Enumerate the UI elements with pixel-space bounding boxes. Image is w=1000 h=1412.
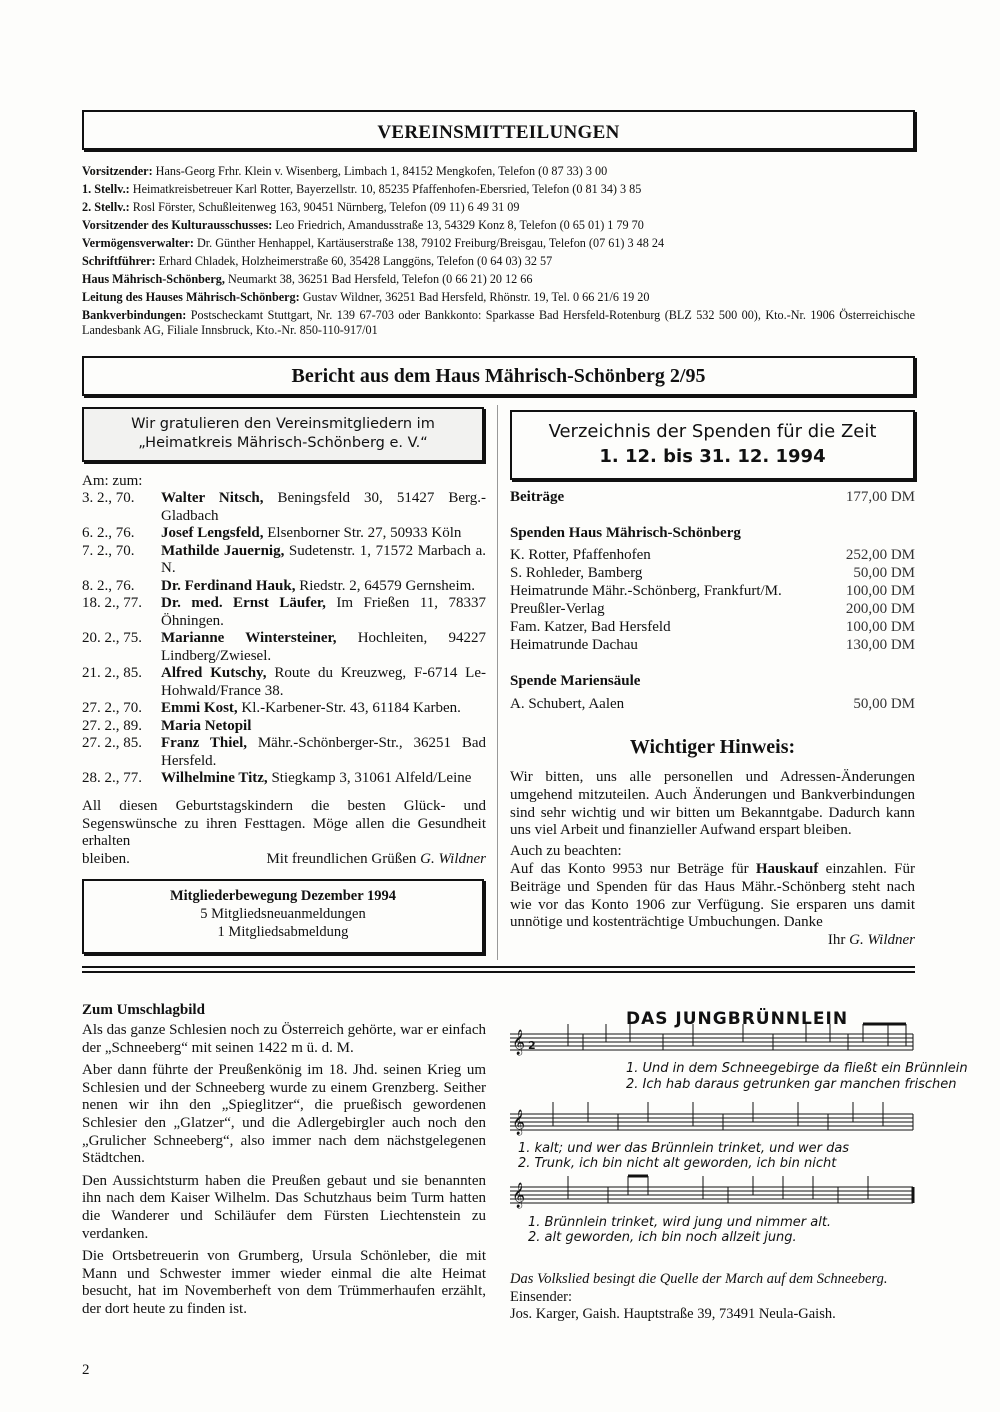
- sender-label: Einsender:: [510, 1288, 573, 1305]
- sender: Jos. Karger, Gaish. Hauptstraße 39, 73491 Neula-Gaish.: [510, 1306, 836, 1322]
- info-line-bank: Bankverbindungen: Postscheckamt Stuttgart, Nr. 139 67-703 oder Bankkonto: Sparkasse Bad Hersfeld-Rotenburg (BLZ 532 500 00), Kto.-Nr. 1906 Österreichische Landesbank AG, Filiale Innsbruck, Kto.-Nr. 850-110-917/01: [82, 308, 915, 337]
- song-title: DAS JUNGBRÜNNLEIN: [626, 1009, 849, 1029]
- list-item: 28. 2., 77. Wilhelmine Titz, Stiegkamp 3, 31061 Alfeld/Leine: [82, 770, 472, 786]
- staff: [510, 1102, 913, 1130]
- birthday-list: [82, 490, 486, 788]
- bericht-title: Bericht aus dem Haus Mährisch-Schönberg 2/95: [291, 364, 706, 387]
- birthday-closing: [82, 798, 486, 868]
- spenden-title-line1: Verzeichnis der Spenden für die Zeit: [548, 421, 877, 442]
- info-line-culture: Vorsitzender des Kulturausschusses: Leo Friedrich, Amandusstraße 13, 54329 Konz 8, Telefon (0 65 01) 1 79 70: [82, 218, 644, 232]
- treble-clef-icon: 𝄞: [512, 1030, 526, 1055]
- spenden-section2-list: [510, 695, 915, 713]
- hinweis-text: [510, 769, 915, 950]
- umschlag-text: [82, 1022, 486, 1324]
- list-item: 6. 2., 76. Josef Lengsfeld, Elsenborner Str. 27, 50933 Köln: [82, 525, 462, 541]
- table-row: A. Schubert, Aalen 50,00 DM: [510, 696, 915, 712]
- song-caption-block: [510, 1271, 915, 1324]
- verse-line: 2. alt geworden, ich bin noch allzeit jung.: [528, 1230, 797, 1245]
- am-zum-label: Am: zum:: [82, 473, 143, 489]
- verse-line: 2. Ich hab daraus getrunken gar manchen frischen: [626, 1077, 957, 1092]
- umschlag-p4: Die Ortsbetreuerin von Grumberg, Ursula Schönleber, die mit Mann und Schwester immer wieder einmal die alte Heimat besucht, hat im Novemberheft von dem Trümmerhaufen erzählt, der dort heute zu finden ist.: [82, 1248, 486, 1317]
- column-divider: [497, 405, 498, 960]
- list-item: 3. 2., 70. Walter Nitsch, Beningsfeld 30, 51427 Berg.-Gladbach: [82, 490, 486, 524]
- umschlag-title: Zum Umschlagbild: [82, 1002, 205, 1018]
- verse-line: 1. Und in dem Schneegebirge da fließt ein Brünnlein: [626, 1061, 968, 1076]
- list-item: 7. 2., 70. Mathilde Jauernig, Sudetenstr. 1, 71572 Marbach a. N.: [82, 542, 486, 576]
- mitglieder-new: 5 Mitgliedsneuanmeldungen: [200, 906, 366, 922]
- table-row: K. Rotter, Pfaffenhofen 252,00 DM: [510, 547, 915, 563]
- greeting: Mit freundlichen Grüßen: [266, 850, 417, 867]
- info-line-secretary: Schriftführer: Erhard Chladek, Holzheimerstraße 60, 35428 Langgöns, Telefon (0 64 03) 32 57: [82, 254, 553, 268]
- hinweis-title: Wichtiger Hinweis:: [629, 736, 796, 758]
- verse-line: 1. kalt; und wer das Brünnlein trinket, und wer das: [518, 1141, 850, 1156]
- info-line-house: Haus Mährisch-Schönberg, Neumarkt 38, 36251 Bad Hersfeld, Telefon (0 66 21) 20 12 66: [82, 272, 533, 286]
- table-row: Heimatrunde Mähr.-Schönberg, Frankfurt/M. 100,00 DM: [510, 583, 915, 599]
- treble-clef-icon: 𝄞: [512, 1183, 526, 1208]
- list-item: 27. 2., 85. Franz Thiel, Mähr.-Schönberger-Str., 36251 Bad Hersfeld.: [82, 735, 486, 769]
- mitglieder-cancel: 1 Mitgliedsabmeldung: [217, 924, 349, 940]
- gratulation-box: [82, 407, 484, 462]
- list-item: 27. 2., 89. Maria Netopil: [82, 717, 252, 734]
- umschlag-p3: Den Aussichtsturm haben die Preußen gebaut und sie benannten ihn nach dem Kaiser Wilhelm. Das Schutzhaus beim Turm hatten die Wanderer und Schiläufer dem Fürsten Liechtenstein zu verdanken.: [82, 1172, 486, 1242]
- verse-line: 2. Trunk, ich bin nicht alt geworden, ich bin nicht: [518, 1156, 837, 1171]
- mitglieder-box: [82, 879, 484, 954]
- info-line-deputy2: 2. Stellv.: Rosl Förster, Schußleitenweg 163, 90451 Nürnberg, Telefon (09 11) 6 49 31 09: [82, 200, 520, 214]
- umschlag-p1: Als das ganze Schlesien noch zu Österreich gehörte, war er einfach der „Schneeberg“ mit seinen 1422 m ü. d. M.: [82, 1022, 486, 1056]
- treble-clef-icon: 𝄞: [512, 1110, 526, 1135]
- spenden-title-box: [510, 410, 915, 480]
- time-signature: 2: [528, 1039, 536, 1052]
- hinweis-p1: Wir bitten, uns alle personellen und Adressen-Änderungen umgehend mitzuteilen. Auch Änderungen und Bankverbindungen sind sehr wichtig und wir bitten um Bekanntgabe. Dadurch kann uns viel Arbeit und finanzieller Aufwand erspart bleiben.: [510, 769, 915, 839]
- info-line-treasurer: Vermögensverwalter: Dr. Günther Henhappel, Kartäuserstraße 138, 79102 Freiburg/Breisgau, Telefon (07 61) 3 48 24: [82, 236, 665, 250]
- signer: G. Wildner: [420, 850, 486, 867]
- gratulation-line1: Wir gratulieren den Vereinsmitgliedern im: [131, 416, 435, 432]
- spenden-title-line2: 1. 12. bis 31. 12. 1994: [599, 446, 826, 467]
- umschlag-p2: Aber dann führte der Preußenkönig im 18. Jhd. seinen Krieg um Schlesien und der Schneeberg wurde zu einem Grenzberg. Seither nenen wir ihn den „Spieglitzer“, die prueßisch gewordenen Schlesier den „Glatzer“, und die Adlergebirgler auch noch den „Grulicher Schneeberg“, also immer nach dem nächstgelegenen Städtchen.: [82, 1062, 486, 1167]
- table-row: S. Rohleder, Bamberg 50,00 DM: [510, 565, 915, 581]
- info-line-chairman: Vorsitzender: Hans-Georg Frhr. Klein v. Wisenberg, Limbach 1, 84152 Mengkofen, Telefon (0 87 33) 3 00: [82, 164, 608, 178]
- spenden-section2-title: Spende Mariensäule: [510, 673, 641, 689]
- song-score: [508, 1002, 968, 1252]
- beitraege-row: Beiträge 177,00 DM: [510, 489, 915, 505]
- table-row: Preußler-Verlag 200,00 DM: [510, 601, 915, 617]
- list-item: 20. 2., 75. Marianne Wintersteiner, Hochleiten, 94227 Lindberg/Zwiesel.: [82, 630, 487, 664]
- table-row: Fam. Katzer, Bad Hersfeld 100,00 DM: [510, 619, 915, 635]
- section-divider: [82, 966, 915, 973]
- verse-line: 1. Brünnlein trinket, wird jung und nimmer alt.: [528, 1215, 832, 1230]
- mitglieder-title: Mitgliederbewegung Dezember 1994: [169, 888, 397, 904]
- song-caption: Das Volkslied besingt die Quelle der March auf dem Schneeberg.: [510, 1271, 888, 1287]
- gratulation-line2: „Heimatkreis Mährisch-Schönberg e. V.“: [138, 435, 428, 451]
- bericht-title-box: [82, 356, 915, 396]
- hinweis-p2: Auf das Konto 9953 nur Beträge für Hauskauf einzahlen. Für Beiträge und Spenden für das Haus Mähr.-Schönberg steht nach wie vor das Konto 1906 zur Verfügung. Sie ersparen uns damit unnötige und kostenträchtige Umbuchungen. Danke: [510, 860, 915, 931]
- page-title: VEREINSMITTEILUNGEN: [377, 122, 620, 143]
- table-row: Heimatrunde Dachau 130,00 DM: [510, 637, 915, 653]
- info-line-house-manager: Leitung des Hauses Mährisch-Schönberg: Gustav Wildner, 36251 Bad Hersfeld, Rhönstr. 19, Tel. 0 66 21/6 19 20: [82, 290, 650, 304]
- list-item: 21. 2., 85. Alfred Kutschy, Route du Kreuzweg, F-6714 Le-Hohwald/France 38.: [82, 665, 486, 699]
- closing-text: All diesen Geburtstagskindern die besten Glück- und Segenswünsche zu ihren Festtagen. Möge allen die Gesundheit erhalten: [82, 798, 486, 849]
- hinweis-p2-intro: Auch zu beachten:: [510, 843, 622, 860]
- closing-end: bleiben.: [82, 850, 130, 867]
- staff: [510, 1176, 913, 1203]
- spenden-section1-title: Spenden Haus Mährisch-Schönberg: [510, 525, 741, 541]
- club-info: [82, 162, 915, 338]
- info-line-deputy1: 1. Stellv.: Heimatkreisbetreuer Karl Rotter, Bayerzellstr. 10, 85235 Pfaffenhofen-Ebersried, Telefon (0 81 34) 3 85: [82, 182, 642, 196]
- spenden-section1-list: [510, 546, 915, 654]
- page-number: 2: [82, 1362, 90, 1378]
- vereinsmitteilungen-title-box: [82, 110, 915, 150]
- hinweis-signature: Ihr G. Wildner: [827, 932, 915, 949]
- list-item: 27. 2., 70. Emmi Kost, Kl.-Karbener-Str. 43, 61184 Karben.: [82, 700, 461, 716]
- list-item: 8. 2., 76. Dr. Ferdinand Hauk, Riedstr. 2, 64579 Gernsheim.: [82, 577, 476, 594]
- list-item: 18. 2., 77. Dr. med. Ernst Läufer, Im Frießen 11, 78337 Öhningen.: [82, 595, 486, 629]
